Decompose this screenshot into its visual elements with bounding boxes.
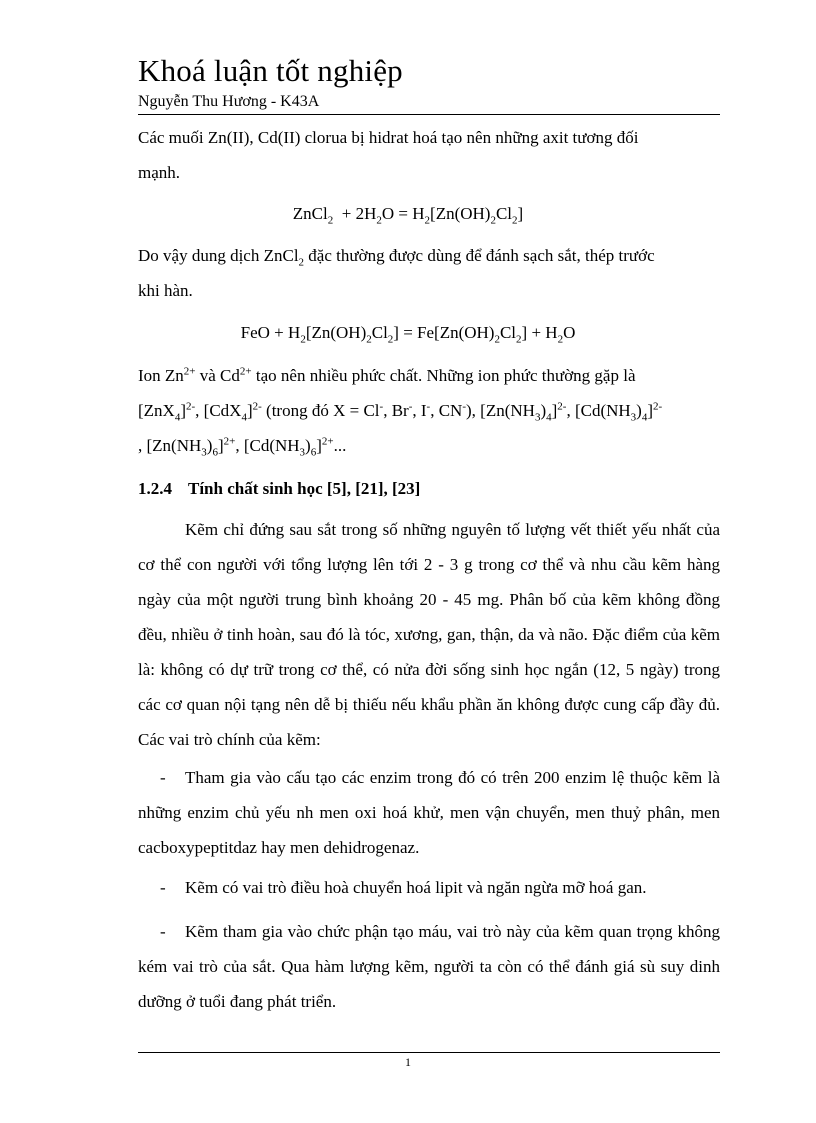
paragraph-zinc-biology: Kẽm chỉ đứng sau sắt trong số những nguyên tố lượng vết thiết yếu nhất của cơ thể con người với tổng lượng lên tới 2 - 3 g trong cơ thể và nhu cầu kẽm hàng ngày của một người trung bình khoảng 20 - 45 mg. Phân bố của kẽm không đồng đều, nhiều ở tinh hoàn, sau đó là tóc, xương, gan, thận, da và não. Đặc điểm của kẽm là: không có dự trữ trong cơ thể, có nửa đời sống sinh học ngắn (12, 5 ngày) trong các cơ quan nội tạng nên dễ bị thiếu nếu khẩu phần ăn không được cung cấp đầy đủ. Các vai trò chính của kẽm:: [138, 520, 720, 749]
equation-zncl2-hydration: ZnCl$_2$ + $2H_2O = H_2[Zn(OH)_2Cl_2]$: [292, 204, 524, 227]
section-title: Tính chất sinh học [5], [21], [23]: [188, 479, 421, 498]
header-divider: [138, 114, 720, 115]
bullet-item: - Kẽm tham gia vào chức phận tạo máu, vai trò này của kẽm quan trọng không kém vai trò của sắt. Qua hàm lượng kẽm, người ta còn có thể đánh giá sù suy dinh dưỡng ở tuổi đang phát triển.: [138, 922, 720, 1011]
bullet-item: - Tham gia vào cấu tạo các enzim trong đó có trên 200 enzim lệ thuộc kẽm là những enzim chủ yếu nh men oxi hoá khử, men vận chuyển, men thuỷ phân, men cacboxypeptitdaz hay men dehidrogenaz.: [138, 768, 720, 857]
section-heading: [138, 477, 420, 501]
footer-divider: [138, 1052, 720, 1053]
equation-feo-reaction: FeO + $H_2[Zn(OH)_2Cl_2] = Fe[Zn(OH)_2Cl_2] + H_2O$: [240, 323, 576, 346]
header-title: Khoá luận tốt nghiệp: [138, 53, 403, 88]
paragraph-complex-ions: Ion $Zn^{2+}$ và $Cd^{2+}$ tạo nên nhiều phức chất. Những ion phức thường gặp là $[ZnX_4]^{2-}$, $[CdX_4]^{2-}$ (trong đó X = Cl-, Br-, I-, CN-), $[Zn(NH_3)_4]^{2-}$, $[Cd(NH_3)_4]^{2-}$ , $[Zn(NH_3)_6]^{2+}$, $[Cd(NH_3)_6]^{2+}$...: [138, 365, 663, 459]
section-number: 1.2.4: [138, 479, 172, 498]
paragraph-zn-cd-salts: Các muối Zn(II), Cd(II) clorua bị hidrat hoá tạo nên những axit tương đối mạnh.: [138, 128, 639, 182]
header-author: Nguyễn Thu Hương - K43A: [138, 93, 320, 110]
page-number: 1: [405, 1055, 411, 1069]
bullet-item: - Kẽm có vai trò điều hoà chuyển hoá lipit và ngăn ngừa mỡ hoá gan.: [160, 878, 647, 897]
paragraph-zncl2-cleaning: Do vậy dung dịch ZnCl$_2$ đặc thường được dùng để đánh sạch sắt, thép trước khi hàn.: [138, 246, 655, 300]
